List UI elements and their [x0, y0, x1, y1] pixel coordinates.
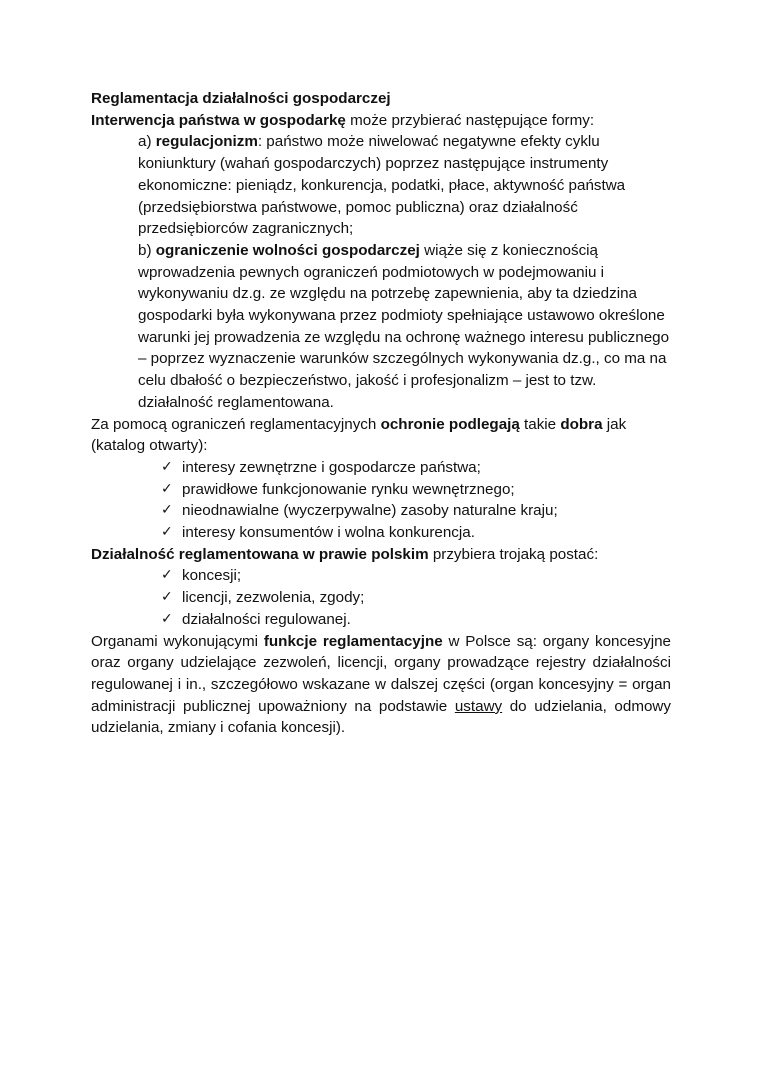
organs-text-2: w Polsce są: organy koncesyjne oraz organy udzielające zezwoleń, licencji, organy prowadzące rejestry działalności regulowanej i in., szczegółowo wskazane w dalszej części (organ koncesyjny = organ administracji publicznej upoważniony na podstawie [91, 632, 671, 715]
item-b-prefix: b) [138, 241, 156, 259]
forms-intro-bold: Działalność reglamentowana w prawie polskim [91, 545, 429, 563]
item-b-text: wiąże się z koniecznością wprowadzenia pewnych ograniczeń podmiotowych w podejmowaniu i wykonywaniu dz.g. ze względu na potrzebę zapewnienia, aby ta dziedzina gospodarki była wykonywana przez podmioty spełniające ustawowo określone warunki jej prowadzenia ze względu na ochronę ważnego interesu publicznego – poprzez wyznaczenie warunków szczególnych wykonywania dz.g., co ma na celu dbałość o bezpieczeństwo, jakość i profesjonalizm – jest to tzw. działalność reglamentowana. [138, 241, 670, 411]
list-item [161, 522, 671, 544]
list-item [161, 479, 671, 501]
protection-paragraph [91, 414, 671, 457]
organs-underline: ustawy [454, 697, 503, 715]
forms-intro-text: przybiera trojaką postać: [428, 545, 599, 563]
check-icon: ✓ [161, 610, 173, 627]
item-a-bold: regulacjonizm [155, 133, 258, 151]
item-a [91, 131, 671, 240]
list-item-text: licencji, zezwolenia, zgody; [182, 589, 365, 607]
organs-bold: funkcje reglamentacyjne [263, 632, 443, 650]
item-b [91, 240, 671, 414]
item-a-text: : państwo może niwelować negatywne efekty cyklu koniunktury (wahań gospodarczych) poprzez następujące instrumenty ekonomiczne: pieniądz, konkurencja, podatki, płace, aktywność państwa (przedsiębiorstwa państwowe, pomoc publiczna) oraz działalność przedsiębiorców zagranicznych; [138, 133, 626, 238]
protection-text-3: jak (katalog otwarty): [91, 415, 627, 455]
list-item-text: prawidłowe funkcjonowanie rynku wewnętrznego; [182, 480, 515, 498]
check-icon: ✓ [161, 567, 173, 584]
check-icon: ✓ [161, 458, 173, 475]
list-item-text: działalności regulowanej. [182, 610, 351, 628]
item-b-bold: ograniczenie wolności gospodarczej [155, 241, 420, 259]
document-title: Reglamentacja działalności gospodarczej [91, 90, 391, 107]
check-icon: ✓ [161, 480, 173, 497]
list-item [161, 565, 671, 587]
organs-text-3: do udzielania, odmowy udzielania, zmiany i cofania koncesji). [91, 697, 671, 737]
list-item [161, 500, 671, 522]
list-item [161, 457, 671, 479]
document-page [91, 88, 671, 739]
forms-intro-paragraph [91, 544, 671, 566]
intro-text: może przybierać następujące formy: [345, 111, 595, 129]
protection-bold-2: dobra [560, 415, 603, 433]
protection-text-1: Za pomocą ograniczeń reglamentacyjnych [91, 415, 381, 433]
goods-list [91, 457, 671, 544]
forms-list [91, 565, 671, 630]
check-icon: ✓ [161, 524, 173, 541]
intro-bold: Interwencja państwa w gospodarkę [91, 111, 346, 129]
protection-text-2: takie [519, 415, 561, 433]
list-item-text: koncesji; [182, 567, 242, 585]
list-item-text: interesy konsumentów i wolna konkurencja. [182, 524, 475, 542]
check-icon: ✓ [161, 589, 173, 606]
list-item [161, 609, 671, 631]
protection-bold-1: ochronie podlegają [380, 415, 520, 433]
organs-text-1: Organami wykonującymi [91, 632, 264, 650]
list-item [161, 587, 671, 609]
organs-paragraph [91, 631, 671, 740]
item-a-prefix: a) [138, 133, 156, 151]
intro-paragraph [91, 110, 671, 132]
list-item-text: nieodnawialne (wyczerpywalne) zasoby naturalne kraju; [182, 502, 558, 520]
check-icon: ✓ [161, 502, 173, 519]
list-item-text: interesy zewnętrzne i gospodarcze państwa; [182, 458, 481, 476]
